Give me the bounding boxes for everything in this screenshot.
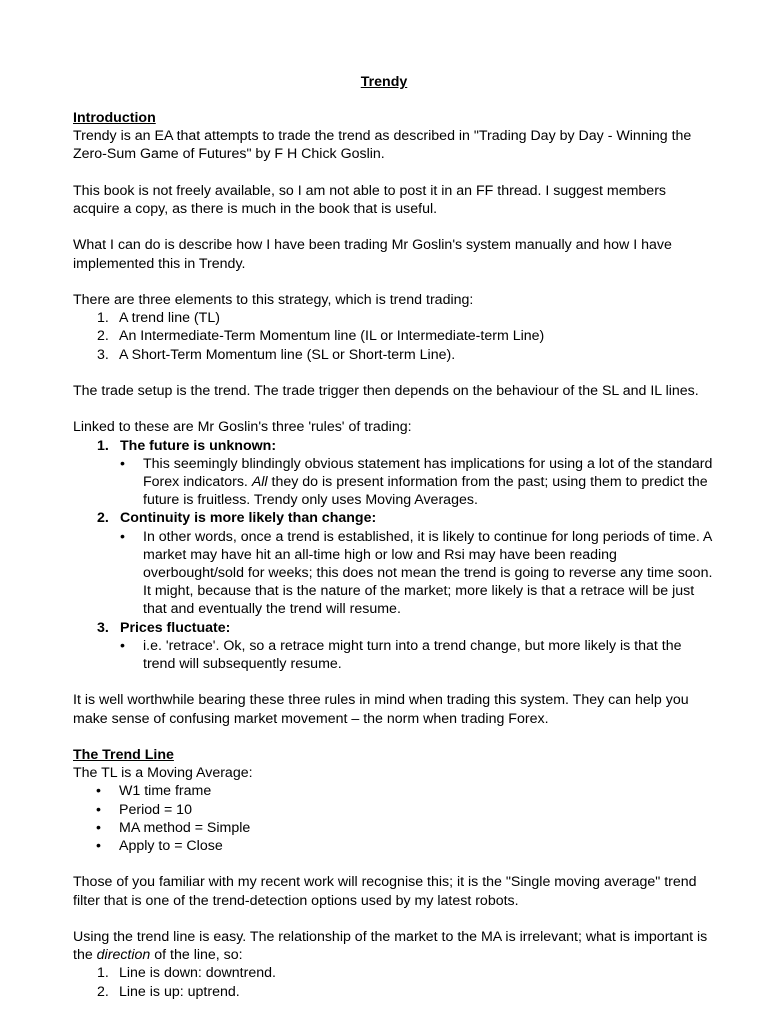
- intro-paragraph-4: There are three elements to this strategy, which is trend trading:: [73, 291, 474, 308]
- trend-line-paragraph-3: Using the trend line is easy. The relationship of the market to the MA is irrelevant; what is important is the direction of the line, so:: [73, 929, 708, 964]
- intro-paragraph-2: This book is not freely available, so I am not able to post it in an FF thread. I suggest members acquire a copy, as there is much in the book that is useful.: [73, 182, 667, 217]
- bullet-icon: •: [120, 637, 125, 654]
- elements-list: [73, 309, 713, 364]
- list-item: 3. A Short-Term Momentum line (SL or Short-term Line).: [97, 346, 456, 363]
- document-body: [73, 109, 713, 1001]
- document-title: Trendy: [360, 74, 408, 90]
- rule-bullet: • This seemingly blindingly obvious statement has implications for using a lot of the standard Forex indicators. All they do is present information from the past; using them to predict the future is fruitless. Trendy only uses Moving Averages.: [120, 455, 713, 509]
- bullet-icon: •: [96, 801, 101, 818]
- rule-item: 2. Continuity is more likely than change: • In other words, once a trend is established, it is likely to continue for long periods of time. A market may have hit an all-time high or low and Rsi may have been reading overbought/sold for weeks; this does not mean the trend is going to reverse any time soon. It might, because that is the nature of the market; more likely is that a retrace will be just that and eventually the trend will resume.: [97, 510, 713, 618]
- bullet-icon: •: [96, 819, 101, 836]
- trend-line-paragraph-1: The TL is a Moving Average:: [73, 765, 253, 782]
- list-item: • W1 time frame: [96, 783, 212, 800]
- list-item: • MA method = Simple: [96, 819, 251, 836]
- bullet-icon: •: [96, 783, 101, 800]
- direction-list: [73, 964, 713, 1000]
- rule-heading: The future is unknown:: [120, 437, 277, 454]
- list-item: 1. A trend line (TL): [97, 310, 220, 327]
- bullet-icon: •: [96, 838, 101, 855]
- bullet-icon: •: [120, 455, 125, 472]
- intro-paragraph-7: It is well worthwhile bearing these three rules in mind when trading this system. They can help you make sense of confusing market movement – the norm when trading Forex.: [73, 692, 689, 727]
- ma-settings-list: [73, 782, 713, 855]
- rules-list: [73, 437, 713, 674]
- intro-heading: Introduction: [73, 110, 156, 126]
- list-item: 2. An Intermediate-Term Momentum line (IL or Intermediate-term Line): [97, 328, 545, 345]
- rule-item: 1. The future is unknown: • This seemingly blindingly obvious statement has implications for using a lot of the standard Forex indicators. All they do is present information from the past; using them to predict the future is fruitless. Trendy only uses Moving Averages.: [97, 437, 713, 509]
- trend-line-heading: The Trend Line: [73, 747, 174, 763]
- list-item: • Period = 10: [96, 801, 192, 818]
- list-item: • Apply to = Close: [96, 838, 223, 855]
- rule-heading: Prices fluctuate:: [120, 619, 231, 636]
- intro-paragraph-5: The trade setup is the trend. The trade trigger then depends on the behaviour of the SL and IL lines.: [73, 382, 699, 399]
- intro-paragraph-3: What I can do is describe how I have been trading Mr Goslin's system manually and how I have implemented this in Trendy.: [73, 237, 672, 272]
- rule-bullet: • In other words, once a trend is established, it is likely to continue for long periods of time. A market may have hit an all-time high or low and Rsi may have been reading overbought/sold for weeks; this does not mean the trend is going to reverse any time soon. It might, because that is the nature of the market; more likely is that a retrace will be just that and eventually the trend will resume.: [120, 528, 713, 618]
- trend-line-paragraph-2: Those of you familiar with my recent work will recognise this; it is the "Single moving average" trend filter that is one of the trend-detection options used by my latest robots.: [73, 874, 697, 909]
- list-item: 1. Line is down: downtrend.: [97, 965, 276, 982]
- rule-heading: Continuity is more likely than change:: [120, 510, 377, 527]
- list-item: 2. Line is up: uptrend.: [97, 983, 240, 1000]
- intro-paragraph-6: Linked to these are Mr Goslin's three 'rules' of trading:: [73, 419, 412, 436]
- intro-paragraph-1: Trendy is an EA that attempts to trade the trend as described in "Trading Day by Day - Winning the Zero-Sum Game of Futures" by F H Chick Goslin.: [73, 128, 692, 163]
- bullet-icon: •: [120, 528, 125, 545]
- rule-bullet: • i.e. 'retrace'. Ok, so a retrace might turn into a trend change, but more likely is that the trend will subsequently resume.: [120, 637, 682, 673]
- rule-item: 3. Prices fluctuate: • i.e. 'retrace'. Ok, so a retrace might turn into a trend change, but more likely is that the trend will subsequently resume.: [73, 619, 713, 674]
